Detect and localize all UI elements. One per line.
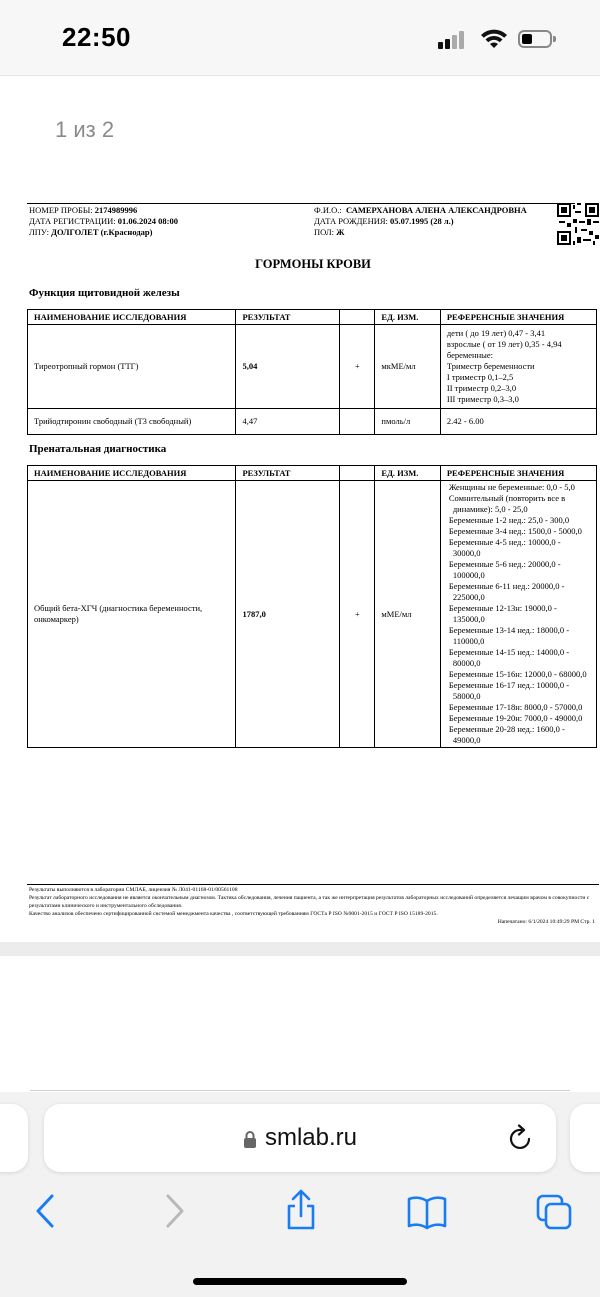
report-footer: Результаты выполняются в лаборатории СМЛАБ, лицензия № Л041-01168-01/00561108 Результат лабораторного исследования не является окончательным диагнозом. Тактика обследования, лечения пациента, а так же интерпретация результатов лабораторных исследований определяется лечащим врачом в совокупности с результатами клинического и инструментального обследования. Качество анализов обеспечено сертифицированной системой менеджмента качества , соответствующей требованиям ГОСТа Р ISO №9001-2015 и ГОСТ Р ISO 15189-2015. Напечатано: 6/1/2024 10:49:29 PM Стр. 1 — [29, 887, 595, 925]
page-divider — [30, 1090, 570, 1091]
table-header-row: НАИМЕНОВАНИЕ ИССЛЕДОВАНИЯ РЕЗУЛЬТАТ ЕД. ИЗМ. РЕФЕРЕНСНЫЕ ЗНАЧЕНИЯ — [28, 466, 597, 481]
prenatal-results-table — [27, 465, 597, 748]
lock-icon — [243, 1130, 257, 1148]
sample-info: НОМЕР ПРОБЫ: 2174989996 ДАТА РЕГИСТРАЦИИ: 01.06.2024 08:00 ЛПУ: ДОЛГОЛЕТ (г.Краснодар) — [29, 205, 178, 237]
page-separator — [0, 942, 600, 956]
reload-icon[interactable] — [508, 1124, 534, 1152]
previous-tab-preview[interactable] — [0, 1104, 28, 1172]
share-icon[interactable] — [284, 1188, 318, 1232]
lab-report-page — [27, 195, 599, 935]
status-time: 22:50 — [62, 22, 131, 52]
back-icon[interactable] — [32, 1192, 58, 1230]
report-title: ГОРМОНЫ КРОВИ — [255, 257, 371, 271]
forward-icon[interactable] — [162, 1192, 188, 1230]
qr-code-icon — [557, 203, 599, 245]
bookmarks-icon[interactable] — [406, 1194, 448, 1230]
battery-icon — [518, 30, 552, 48]
table-header-row: НАИМЕНОВАНИЕ ИССЛЕДОВАНИЯ РЕЗУЛЬТАТ ЕД. ИЗМ. РЕФЕРЕНСНЫЕ ЗНАЧЕНИЯ — [28, 310, 597, 325]
table-row: Трийодтиронин свободный (Т3 свободный) 4,47 пмоль/л 2.42 - 6.00 — [28, 409, 597, 435]
wifi-icon — [480, 28, 508, 50]
section-title: Пренатальная диагностика — [29, 443, 167, 455]
print-timestamp: Напечатано: 6/1/2024 10:49:29 PM Стр. 1 — [497, 919, 595, 925]
url-text: smlab.ru — [264, 1124, 358, 1151]
address-bar[interactable] — [44, 1104, 556, 1172]
table-row: Тиреотропный гормон (ТТГ) 5,04 + мкМЕ/мл дети ( до 19 лет) 0,47 - 3,41 взрослые ( от 19 лет) 0,35 - 4,94 беременные: Триместр беременности I триместр 0,1–2,5 II триместр 0,2–3,0 III триместр 0,3–3,0 — [28, 325, 597, 409]
table-row: Общий бета-ХГЧ (диагностика беременности, онкомаркер) 1787,0 + мМЕ/мл Женщины не беременные: 0,0 - 5,0 Сомнительный (повторить все в динамике): 5,0 - 25,0 Беременные 1-2 нед.: 25,0 - 300,0 Беременные 3-4 нед.: 1500,0 - 5000,0 Беременные 4-5 нед.: 10000,0 - 30000,0 Беременные 5-6 нед.: 20000,0 - 100000,0 Беременные 6-11 нед.: 20000,0 - 225000,0 Беременные 12-13н: 19000,0 - 135000,0 Беременные 13-14 нед.: 18000,0 - 110000,0 Беременные 14-15 нед.: 14000,0 - 80000,0 Беременные 15-16н: 12000,0 - 68000,0 Беременные 16-17 нед.: 10000,0 - 58000,0 Беременные 17-18н: 8000,0 - 57000,0 Беременные 19-20н: 7000,0 - 49000,0 Беременные 20-28 нед.: 1600,0 - 49000,0 — [28, 481, 597, 748]
cellular-signal-icon — [438, 31, 468, 49]
page-counter: 1 из 2 — [55, 117, 115, 142]
status-bar — [0, 0, 600, 76]
next-tab-preview[interactable] — [570, 1104, 600, 1172]
tabs-icon[interactable] — [535, 1193, 573, 1231]
patient-info: Ф.И.О.: САМЕРХАНОВА АЛЕНА АЛЕКСАНДРОВНА ДАТА РОЖДЕНИЯ: 05.07.1995 (28 л.) ПОЛ: Ж — [314, 205, 527, 237]
home-indicator[interactable] — [193, 1278, 407, 1285]
thyroid-results-table — [27, 309, 597, 435]
section-title: Функция щитовидной железы — [29, 287, 180, 299]
